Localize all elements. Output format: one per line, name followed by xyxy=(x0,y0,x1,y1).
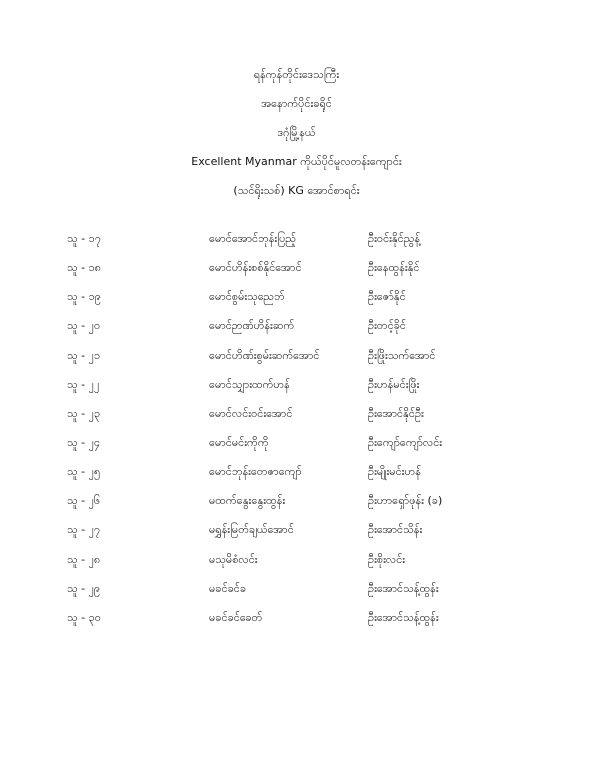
class-list-title: (သင်ရိုးသစ်) KG အောင်စာရင်း xyxy=(233,184,360,197)
student-id: သူ - ၂၆ xyxy=(67,494,101,508)
student-name: မရွှန်းမြတ်ချယ်အောင် xyxy=(209,523,294,537)
student-row xyxy=(0,290,593,319)
parent-name: ဦးဇော်နိုင် xyxy=(368,290,406,304)
student-row xyxy=(0,407,593,436)
parent-name: ဦးမျိုးမင်းဟန် xyxy=(368,465,421,479)
document-header xyxy=(0,68,593,213)
parent-name: ဦးစိုးလင်း xyxy=(368,552,406,566)
student-name: မောင်ဘုန်းတေဇာကျော် xyxy=(209,465,302,479)
student-name: မခင်ခင်ခေတ် xyxy=(209,610,263,624)
student-id: သူ - ၁၉ xyxy=(67,290,101,304)
parent-name: ဦးနေထွန်းနိုင် xyxy=(368,261,420,275)
student-name: မောင်လင်းဝင်းအောင် xyxy=(209,406,293,420)
parent-name: ဦးတင့်ခိုင် xyxy=(368,319,406,333)
student-row xyxy=(0,436,593,465)
student-row xyxy=(0,582,593,611)
township-title: ဒဂုံမြို့နယ် xyxy=(277,126,316,139)
student-name: မသုမိစံလင်း xyxy=(209,552,258,566)
student-row xyxy=(0,553,593,582)
student-row xyxy=(0,261,593,290)
student-id: သူ - ၂၂ xyxy=(67,377,100,391)
student-id: သူ - ၂၇ xyxy=(67,523,101,537)
student-name: မောင်သျှားထက်ဟန် xyxy=(209,377,290,391)
student-row xyxy=(0,349,593,378)
student-name: မခင်ခင်ခ xyxy=(209,581,247,595)
student-id: သူ - ၂၄ xyxy=(67,435,101,449)
student-id: သူ - ၂၃ xyxy=(67,406,101,420)
school-title: Excellent Myanmar ကိုယ်ပိုင်မူလတန်းကျောင်း xyxy=(191,155,402,168)
student-id: သူ - ၂၁ xyxy=(67,348,101,362)
parent-name: ဦးကျော်ကျော်လင်း xyxy=(368,435,443,449)
student-name: မောင်ဟိန်းစစ်နိုင်အောင် xyxy=(209,261,302,275)
parent-name: ဦးအောင်သိန်း xyxy=(368,523,423,537)
student-id: သူ - ၁၈ xyxy=(67,261,102,275)
district-title: အနောက်ပိုင်းခရိုင် xyxy=(261,97,332,110)
student-name: မောင်မင်းကိုကို xyxy=(209,435,269,449)
student-id: သူ - ၁၇ xyxy=(67,232,101,245)
student-id: သူ - ၂၉ xyxy=(67,581,101,595)
student-row xyxy=(0,378,593,407)
student-name: မောင်ဟိဏ်းစွမ်းဆက်အောင် xyxy=(209,348,320,362)
parent-name: ဦးဝင်းနိုင်ညွန့် xyxy=(368,232,421,245)
region-title: ရန်ကုန်တိုင်းဒေသကြီး xyxy=(253,68,340,81)
student-roster xyxy=(0,232,593,640)
student-name: မောင်ဉာဏ်ဟိန်းဆက် xyxy=(209,319,295,333)
student-name: မောင်စွမ်းသုညေဘ် xyxy=(209,290,285,304)
parent-name: ဦးအောင်နိုင်ဦး xyxy=(368,406,424,420)
student-name: မောင်အောင်ဘုန်းပြည့် xyxy=(209,232,296,245)
student-row xyxy=(0,465,593,494)
student-id: သူ - ၂၀ xyxy=(67,319,101,333)
student-row xyxy=(0,523,593,552)
student-id: သူ - ၂၅ xyxy=(67,465,101,479)
student-row xyxy=(0,232,593,261)
student-name: မထက်နွေးနွေးထွန်း xyxy=(209,494,286,508)
student-id: သူ - ၂၈ xyxy=(67,552,101,566)
parent-name: ဦးအောင်သန့်ထွန်း xyxy=(368,581,439,595)
student-id: သူ - ၃၀ xyxy=(67,610,101,624)
student-row xyxy=(0,611,593,640)
parent-name: ဦးဟန်မင်းဖြိုး xyxy=(368,377,420,391)
parent-name: ဦးဖြိုးသက်အောင် xyxy=(368,348,436,362)
student-row xyxy=(0,319,593,348)
parent-name: ဦးဟာရှော်ဖုန်း (ခ) xyxy=(368,494,443,508)
student-row xyxy=(0,494,593,523)
parent-name: ဦးအောင်သန့်ထွန်း xyxy=(368,610,439,624)
